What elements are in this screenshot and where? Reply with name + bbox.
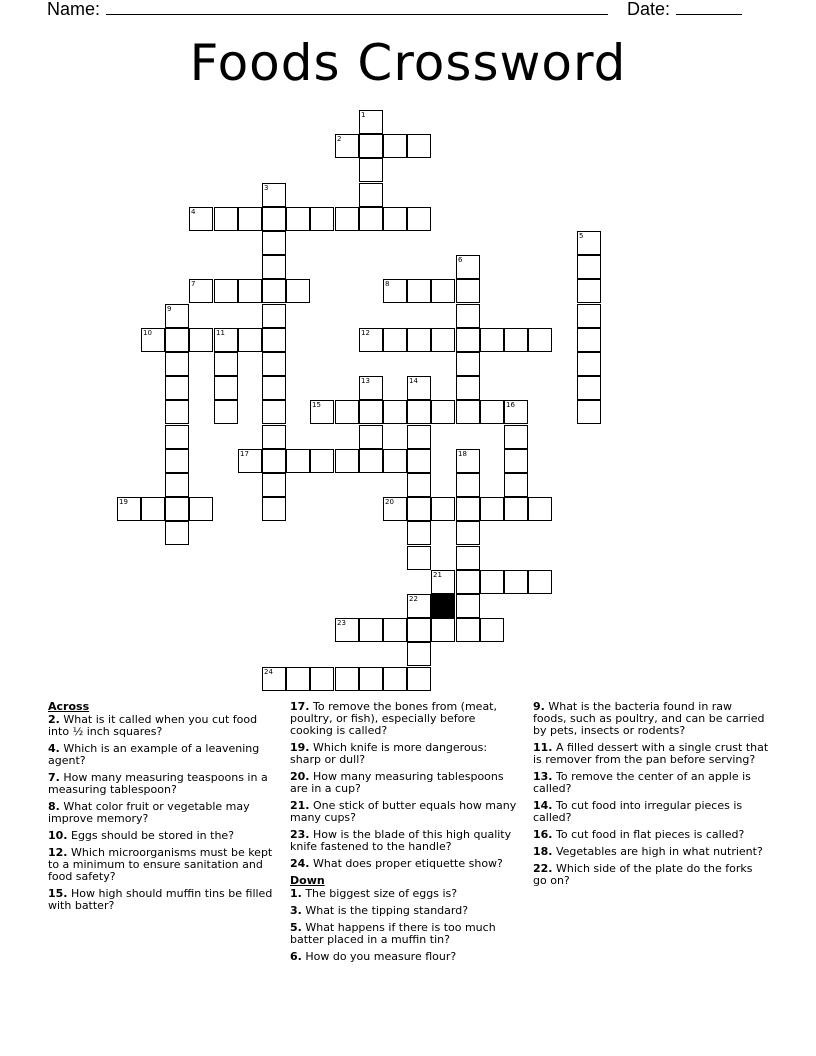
crossword-cell[interactable] (407, 376, 431, 400)
cell-number: 22 (409, 595, 418, 603)
clue-column-3 (533, 701, 769, 892)
clue-number: 7. (48, 771, 60, 784)
across-clues-part2 (290, 701, 520, 870)
clue-number: 2. (48, 713, 60, 726)
crossword-cell[interactable] (189, 497, 213, 521)
crossword-cell[interactable] (262, 667, 286, 691)
crossword-cell[interactable] (407, 400, 431, 424)
crossword-cell[interactable] (383, 618, 407, 642)
crossword-cell[interactable] (504, 497, 528, 521)
cell-number: 9 (167, 305, 172, 313)
crossword-cell[interactable] (262, 376, 286, 400)
page-title: Foods Crossword (189, 34, 627, 92)
crossword-cell[interactable] (262, 425, 286, 449)
clue-number: 11. (533, 741, 553, 754)
crossword-cell[interactable] (577, 231, 601, 255)
crossword-cell[interactable] (577, 279, 601, 303)
clue-number: 13. (533, 770, 553, 783)
clue-text: One stick of butter equals how many many cups? (290, 799, 517, 824)
crossword-cell[interactable] (456, 497, 480, 521)
crossword-cell[interactable] (383, 207, 407, 231)
crossword-cell[interactable] (335, 618, 359, 642)
crossword-cell[interactable] (577, 255, 601, 279)
crossword-cell[interactable] (407, 667, 431, 691)
clue-number: 4. (48, 742, 60, 755)
cell-number: 10 (143, 329, 152, 337)
crossword-cell[interactable] (165, 400, 189, 424)
down-clues-part2 (533, 701, 769, 887)
across-clue-2 (48, 714, 278, 738)
crossword-cell[interactable] (407, 449, 431, 473)
crossword-cell[interactable] (383, 449, 407, 473)
crossword-cell[interactable] (262, 304, 286, 328)
clue-text: How high should muffin tins be filled with batter? (48, 887, 273, 912)
down-clue-11 (533, 742, 769, 766)
clue-text: What is the bacteria found in raw foods, such as poultry, and can be carried by pets, insects or rodents? (533, 700, 765, 737)
crossword-cell[interactable] (431, 497, 455, 521)
name-label: Name: (47, 0, 101, 19)
crossword-cell[interactable] (238, 279, 262, 303)
across-clue-23 (290, 829, 520, 853)
clue-number: 18. (533, 845, 553, 858)
cell-number: 14 (409, 377, 418, 385)
crossword-cell[interactable] (504, 400, 528, 424)
cell-number: 23 (337, 619, 346, 627)
crossword-cell[interactable] (480, 618, 504, 642)
crossword-cell[interactable] (189, 328, 213, 352)
crossword-cell[interactable] (456, 304, 480, 328)
cell-number: 4 (191, 208, 196, 216)
clue-number: 22. (533, 862, 553, 875)
crossword-cell[interactable] (456, 352, 480, 376)
clue-text: How is the blade of this high quality knife fastened to the handle? (290, 828, 512, 853)
crossword-cell[interactable] (359, 328, 383, 352)
crossword-cell[interactable] (504, 328, 528, 352)
crossword-cell[interactable] (407, 425, 431, 449)
crossword-cell[interactable] (165, 328, 189, 352)
crossword-cell[interactable] (528, 570, 552, 594)
crossword-cell[interactable] (577, 352, 601, 376)
crossword-cell[interactable] (359, 618, 383, 642)
cell-number: 18 (458, 450, 467, 458)
crossword-cell[interactable] (528, 497, 552, 521)
crossword-cell[interactable] (214, 376, 238, 400)
crossword-cell[interactable] (262, 449, 286, 473)
crossword-cell[interactable] (359, 110, 383, 134)
crossword-cell[interactable] (262, 473, 286, 497)
crossword-cell[interactable] (407, 473, 431, 497)
clue-text: Which side of the plate do the forks go on? (533, 862, 753, 887)
cell-number: 21 (433, 571, 442, 579)
across-clue-20 (290, 771, 520, 795)
clue-number: 8. (48, 800, 60, 813)
clue-text: Vegetables are high in what nutrient? (552, 845, 763, 858)
crossword-cell[interactable] (383, 134, 407, 158)
cell-number: 6 (458, 256, 463, 264)
crossword-cell[interactable] (407, 497, 431, 521)
crossword-cell[interactable] (214, 207, 238, 231)
crossword-cell[interactable] (480, 400, 504, 424)
crossword-cell[interactable] (431, 328, 455, 352)
cell-number: 11 (216, 329, 225, 337)
black-square (431, 594, 455, 618)
crossword-cell[interactable] (262, 255, 286, 279)
crossword-cell[interactable] (286, 207, 310, 231)
down-heading: Down (290, 874, 325, 887)
crossword-cell[interactable] (456, 279, 480, 303)
across-clues-part1 (48, 714, 278, 912)
down-clue-14 (533, 800, 769, 824)
crossword-cell[interactable] (262, 497, 286, 521)
cell-number: 17 (240, 450, 249, 458)
crossword-cell[interactable] (456, 594, 480, 618)
crossword-cell[interactable] (407, 642, 431, 666)
clue-column-2 (290, 701, 520, 968)
crossword-cell[interactable] (214, 328, 238, 352)
across-clue-12 (48, 847, 278, 883)
down-clues-part1 (290, 888, 520, 963)
down-clue-3 (290, 905, 520, 917)
cell-number: 2 (337, 135, 342, 143)
across-heading: Across (48, 700, 90, 713)
crossword-cell[interactable] (359, 207, 383, 231)
clue-text: To cut food into irregular pieces is called? (533, 799, 743, 824)
cell-number: 8 (385, 280, 390, 288)
crossword-cell[interactable] (456, 618, 480, 642)
crossword-cell[interactable] (577, 304, 601, 328)
crossword-cell[interactable] (310, 207, 334, 231)
crossword-cell[interactable] (383, 667, 407, 691)
crossword-cell[interactable] (335, 400, 359, 424)
clue-number: 14. (533, 799, 553, 812)
clue-text: What is the tipping standard? (301, 904, 469, 917)
cell-number: 3 (264, 184, 269, 192)
crossword-cell[interactable] (456, 449, 480, 473)
crossword-cell[interactable] (383, 497, 407, 521)
crossword-cell[interactable] (359, 158, 383, 182)
down-clue-16 (533, 829, 769, 841)
clue-text: To remove the bones from (meat, poultry, or fish), especially before cooking is called? (290, 700, 497, 737)
crossword-cell[interactable] (238, 207, 262, 231)
cell-number: 1 (361, 111, 366, 119)
crossword-cell[interactable] (214, 352, 238, 376)
crossword-cell[interactable] (456, 521, 480, 545)
crossword-cell[interactable] (165, 352, 189, 376)
crossword-cell[interactable] (262, 328, 286, 352)
clue-text: Eggs should be stored in the? (67, 829, 235, 842)
clue-number: 10. (48, 829, 68, 842)
down-clue-18 (533, 846, 769, 858)
crossword-cell[interactable] (504, 570, 528, 594)
across-clue-21 (290, 800, 520, 824)
crossword-cell[interactable] (456, 570, 480, 594)
crossword-cell[interactable] (577, 328, 601, 352)
clue-text: Which microorganisms must be kept to a minimum to ensure sanitation and food safety? (48, 846, 273, 883)
cell-number: 12 (361, 329, 370, 337)
crossword-cell[interactable] (456, 255, 480, 279)
down-clue-9 (533, 701, 769, 737)
clue-number: 17. (290, 700, 310, 713)
crossword-cell[interactable] (431, 400, 455, 424)
crossword-cell[interactable] (407, 618, 431, 642)
cell-number: 20 (385, 498, 394, 506)
clue-number: 1. (290, 887, 302, 900)
crossword-cell[interactable] (262, 231, 286, 255)
crossword-cell[interactable] (456, 546, 480, 570)
clue-text: How many measuring tablespoons are in a cup? (290, 770, 504, 795)
across-clue-24 (290, 858, 520, 870)
crossword-cell[interactable] (189, 279, 213, 303)
crossword-cell[interactable] (359, 425, 383, 449)
crossword-cell[interactable] (335, 134, 359, 158)
crossword-cell[interactable] (165, 497, 189, 521)
crossword-cell[interactable] (480, 328, 504, 352)
crossword-cell[interactable] (431, 618, 455, 642)
cell-number: 7 (191, 280, 196, 288)
cell-number: 19 (119, 498, 128, 506)
crossword-cell[interactable] (165, 473, 189, 497)
date-label: Date: (627, 0, 671, 19)
crossword-cell[interactable] (480, 497, 504, 521)
clue-text: What happens if there is too much batter placed in a muffin tin? (290, 921, 496, 946)
crossword-cell[interactable] (407, 594, 431, 618)
crossword-cell[interactable] (310, 449, 334, 473)
across-clue-19 (290, 742, 520, 766)
crossword-cell[interactable] (577, 400, 601, 424)
crossword-cell[interactable] (359, 449, 383, 473)
clue-number: 21. (290, 799, 310, 812)
across-clue-7 (48, 772, 278, 796)
crossword-cell[interactable] (456, 400, 480, 424)
clue-number: 3. (290, 904, 302, 917)
crossword-cell[interactable] (189, 207, 213, 231)
crossword-cell[interactable] (262, 352, 286, 376)
crossword-cell[interactable] (335, 667, 359, 691)
crossword-cell[interactable] (165, 521, 189, 545)
clue-number: 12. (48, 846, 68, 859)
cell-number: 24 (264, 668, 273, 676)
crossword-cell[interactable] (359, 400, 383, 424)
clue-text: How many measuring teaspoons in a measuring tablespoon? (48, 771, 268, 796)
crossword-cell[interactable] (456, 473, 480, 497)
crossword-cell[interactable] (359, 134, 383, 158)
crossword-cell[interactable] (165, 449, 189, 473)
crossword-cell[interactable] (359, 376, 383, 400)
clue-number: 9. (533, 700, 545, 713)
crossword-cell[interactable] (528, 328, 552, 352)
clue-text: A filled dessert with a single crust that is remover from the pan before serving? (533, 741, 769, 766)
clue-number: 16. (533, 828, 553, 841)
clue-number: 19. (290, 741, 310, 754)
across-clue-8 (48, 801, 278, 825)
clue-text: Which is an example of a leavening agent? (48, 742, 260, 767)
crossword-cell[interactable] (262, 279, 286, 303)
crossword-cell[interactable] (286, 279, 310, 303)
crossword-cell[interactable] (407, 546, 431, 570)
crossword-cell[interactable] (407, 328, 431, 352)
crossword-cell[interactable] (117, 497, 141, 521)
crossword-cell[interactable] (431, 570, 455, 594)
crossword-cell[interactable] (262, 183, 286, 207)
clue-number: 20. (290, 770, 310, 783)
crossword-cell[interactable] (165, 376, 189, 400)
cell-number: 13 (361, 377, 370, 385)
across-clue-10 (48, 830, 278, 842)
crossword-cell[interactable] (480, 570, 504, 594)
crossword-cell[interactable] (359, 667, 383, 691)
crossword-cell[interactable] (165, 425, 189, 449)
clue-text: Which knife is more dangerous: sharp or dull? (290, 741, 488, 766)
crossword-cell[interactable] (141, 328, 165, 352)
across-clue-4 (48, 743, 278, 767)
down-clue-5 (290, 922, 520, 946)
across-clue-15 (48, 888, 278, 912)
clue-text: To cut food in flat pieces is called? (552, 828, 745, 841)
crossword-cell[interactable] (383, 279, 407, 303)
crossword-cell[interactable] (335, 207, 359, 231)
crossword-cell[interactable] (383, 328, 407, 352)
crossword-cell[interactable] (286, 667, 310, 691)
clue-number: 15. (48, 887, 68, 900)
crossword-cell[interactable] (456, 328, 480, 352)
crossword-cell[interactable] (310, 400, 334, 424)
crossword-cell[interactable] (383, 400, 407, 424)
down-clue-1 (290, 888, 520, 900)
crossword-cell[interactable] (407, 134, 431, 158)
crossword-cell[interactable] (335, 449, 359, 473)
clue-number: 23. (290, 828, 310, 841)
crossword-cell[interactable] (141, 497, 165, 521)
cell-number: 5 (579, 232, 584, 240)
down-clue-13 (533, 771, 769, 795)
crossword-cell[interactable] (504, 425, 528, 449)
clue-column-1 (48, 701, 278, 917)
crossword-cell[interactable] (262, 207, 286, 231)
crossword-cell[interactable] (214, 279, 238, 303)
crossword-cell[interactable] (431, 279, 455, 303)
crossword-cell[interactable] (407, 521, 431, 545)
clue-text: What does proper etiquette show? (309, 857, 503, 870)
across-clue-17 (290, 701, 520, 737)
crossword-cell[interactable] (310, 667, 334, 691)
crossword-cell[interactable] (238, 328, 262, 352)
crossword-cell[interactable] (407, 207, 431, 231)
clue-number: 5. (290, 921, 302, 934)
crossword-cell[interactable] (165, 304, 189, 328)
crossword-cell[interactable] (262, 400, 286, 424)
crossword-cell[interactable] (238, 449, 262, 473)
crossword-cell[interactable] (504, 473, 528, 497)
crossword-cell[interactable] (577, 376, 601, 400)
clue-number: 24. (290, 857, 310, 870)
down-clue-6 (290, 951, 520, 963)
down-clue-22 (533, 863, 769, 887)
clue-text: What is it called when you cut food into ½ inch squares? (48, 713, 258, 738)
crossword-cell[interactable] (286, 449, 310, 473)
cell-number: 16 (506, 401, 515, 409)
crossword-cell[interactable] (359, 183, 383, 207)
clue-text: How do you measure flour? (301, 950, 457, 963)
crossword-cell[interactable] (504, 449, 528, 473)
crossword-cell[interactable] (456, 376, 480, 400)
clue-text: To remove the center of an apple is called? (533, 770, 751, 795)
crossword-cell[interactable] (407, 279, 431, 303)
clue-text: What color fruit or vegetable may improve memory? (48, 800, 250, 825)
crossword-cell[interactable] (214, 400, 238, 424)
cell-number: 15 (312, 401, 321, 409)
clue-text: The biggest size of eggs is? (301, 887, 458, 900)
clue-number: 6. (290, 950, 302, 963)
